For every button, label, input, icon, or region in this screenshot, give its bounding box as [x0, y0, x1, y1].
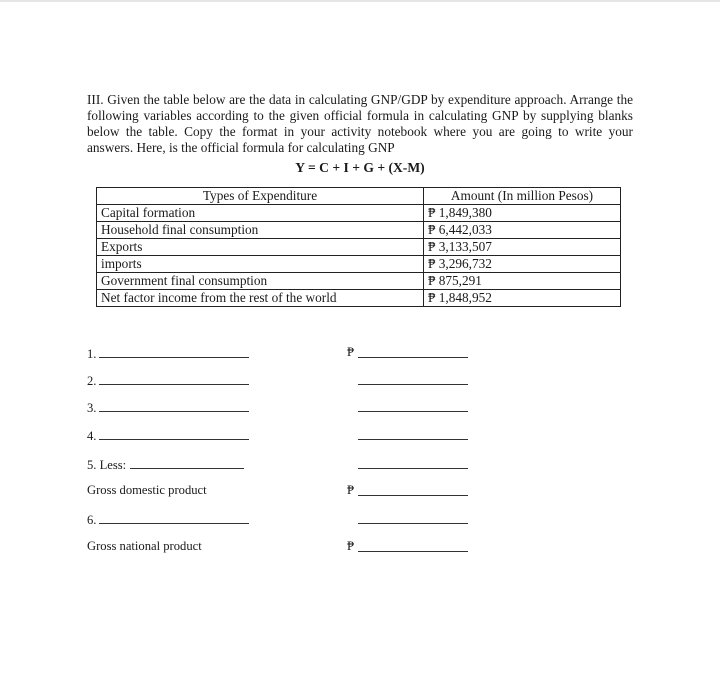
answer-blank[interactable]: [130, 456, 244, 469]
cell-amount: ₱ 1,849,380: [424, 205, 621, 222]
answer-label: Gross domestic product: [87, 483, 207, 497]
table-row: [97, 222, 621, 239]
answer-label: 2.: [87, 374, 97, 388]
cell-type: imports: [97, 256, 424, 273]
answer-label: 1.: [87, 347, 97, 361]
answer-label: 5. Less:: [87, 458, 127, 472]
amount-blank[interactable]: [358, 483, 468, 496]
amount-blank[interactable]: [358, 345, 468, 358]
table-row: [97, 205, 621, 222]
cell-amount: ₱ 3,133,507: [424, 239, 621, 256]
cell-type: Government final consumption: [97, 273, 424, 290]
answer-label: 6.: [87, 513, 97, 527]
answer-label: Gross national product: [87, 539, 202, 553]
header-amount: Amount (In million Pesos): [424, 188, 621, 205]
table-header-row: [97, 188, 621, 205]
answer-blank[interactable]: [99, 372, 249, 385]
cell-amount: ₱ 1,848,952: [424, 290, 621, 307]
peso-sign: ₱: [347, 345, 355, 359]
amount-blank[interactable]: [358, 427, 468, 440]
table-row: [97, 239, 621, 256]
answer-label: 4.: [87, 429, 97, 443]
peso-sign: ₱: [347, 539, 355, 553]
header-type: Types of Expenditure: [97, 188, 424, 205]
instructions-paragraph: III. Given the table below are the data in calculating GNP/GDP by expenditure approach. Arrange the following variables according to the given official formula in calculating GNP by supplying blanks below the table. Copy the format in your activity notebook where you are going to write your answers. Here, is the official formula for calculating GNP: [87, 92, 633, 155]
expenditure-table: [96, 187, 621, 307]
answer-blank[interactable]: [99, 345, 249, 358]
table-row: [97, 256, 621, 273]
cell-type: Exports: [97, 239, 424, 256]
answer-blank[interactable]: [99, 511, 249, 524]
amount-blank[interactable]: [358, 456, 468, 469]
amount-blank[interactable]: [358, 539, 468, 552]
peso-sign: ₱: [347, 483, 355, 497]
cell-type: Capital formation: [97, 205, 424, 222]
table-row: [97, 273, 621, 290]
answer-label: 3.: [87, 401, 97, 415]
amount-blank[interactable]: [358, 399, 468, 412]
answer-blank[interactable]: [99, 399, 249, 412]
cell-amount: ₱ 6,442,033: [424, 222, 621, 239]
cell-amount: ₱ 875,291: [424, 273, 621, 290]
table-row: [97, 290, 621, 307]
cell-amount: ₱ 3,296,732: [424, 256, 621, 273]
amount-blank[interactable]: [358, 511, 468, 524]
cell-type: Household final consumption: [97, 222, 424, 239]
amount-blank[interactable]: [358, 372, 468, 385]
answer-blank[interactable]: [99, 427, 249, 440]
gnp-formula: Y = C + I + G + (X-M): [295, 160, 425, 175]
cell-type: Net factor income from the rest of the world: [97, 290, 424, 307]
